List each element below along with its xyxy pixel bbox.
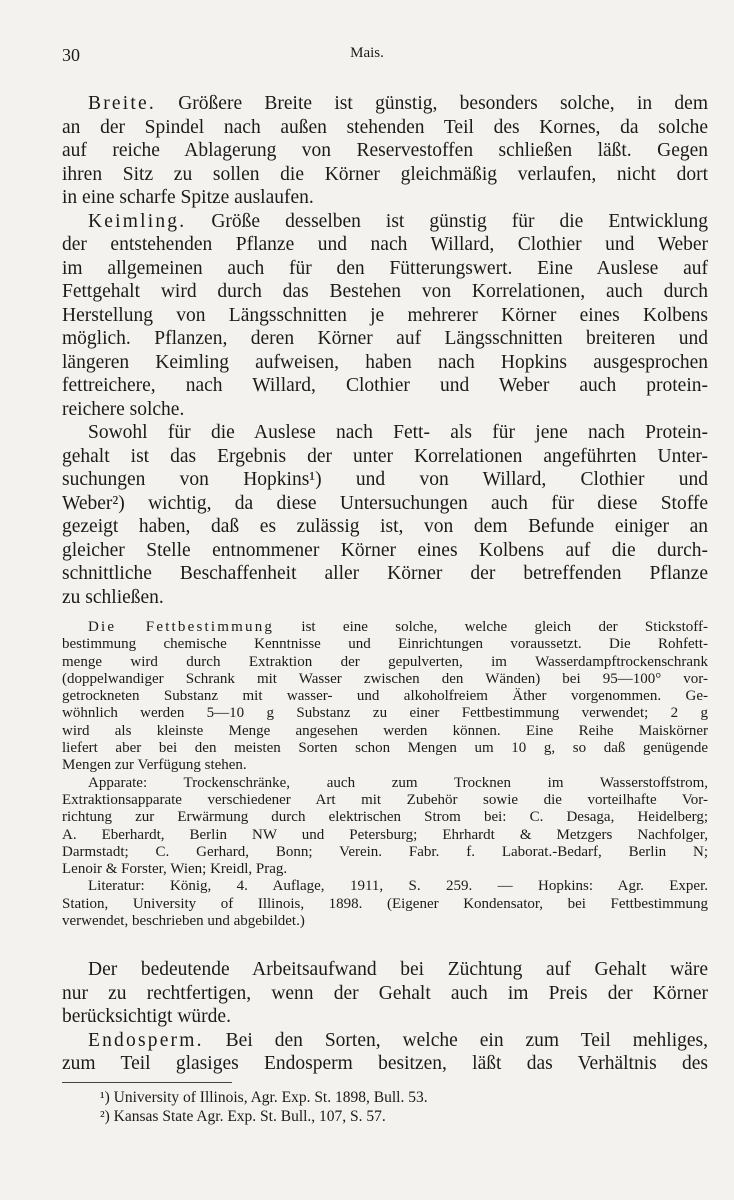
line-text: möglich. Pflanzen, deren Körner auf Längsschnitten breiteren und (62, 328, 708, 349)
text-line (62, 896, 708, 913)
line-text: bestimmung chemische Kenntnisse und Einrichtungen voraussetzt. Die Rohfett- (62, 636, 708, 653)
line-text: Herstellung von Längsschnitten je mehrerer Körner eines Kolbens (62, 304, 708, 326)
line-text: schnittliche Beschaffenheit aller Körner der betreffenden Pflanze (62, 563, 708, 584)
text-block (62, 92, 708, 609)
line-text: verwendet, beschrieben und abgebildet.) (62, 913, 305, 930)
line-text: reichere solche. (62, 398, 185, 420)
text-line (62, 210, 708, 234)
text-line (62, 1005, 708, 1029)
text-line (62, 740, 708, 757)
line-text: Mengen zur Verfügung stehen. (62, 757, 247, 774)
text-line (62, 757, 708, 774)
line-text: längeren Keimling aufweisen, haben nach Hopkins ausgesprochen (62, 351, 708, 373)
text-line (62, 280, 708, 304)
line-text: liefert aber bei den meisten Sorten schon Mengen um 10 g, so daß genügende (62, 740, 708, 757)
text-line (62, 186, 708, 210)
page-number: 30 (62, 45, 80, 65)
text-line (62, 827, 708, 844)
text-line (62, 705, 708, 722)
text-line (62, 116, 708, 140)
text-line (62, 163, 708, 187)
line-text: getrockneten Substanz mit wasser- und alkoholfreiem Äther vorgenommen. Ge- (62, 688, 708, 705)
text-line (62, 982, 708, 1006)
spaced-heading: Keimling. (88, 210, 187, 232)
text-line (62, 619, 708, 636)
line-text: Extraktionsapparate verschiedener Art mit Zubehör sowie die vorteilhafte Vor- (62, 791, 708, 808)
line-text: Größere Breite ist günstig, besonders solche, in dem (155, 93, 708, 114)
line-text: Apparate: Trockenschränke, auch zum Trocknen im Wasserstoffstrom, (88, 774, 708, 791)
text-line (62, 515, 708, 539)
spaced-heading: Die Fettbestimmung (88, 619, 275, 635)
text-line (62, 861, 708, 878)
line-text: richtung zur Erwärmung durch elektrischen Strom bei: C. Desaga, Heidelberg; (62, 809, 708, 826)
text-line (62, 958, 708, 982)
text-line (62, 257, 708, 281)
footnote-rule (62, 1082, 232, 1083)
line-text: berücksichtigt würde. (62, 1006, 231, 1027)
line-text: Der bedeutende Arbeitsaufwand bei Züchtung auf Gehalt wäre (88, 959, 708, 980)
text-line (62, 468, 708, 492)
line-text: ist eine solche, welche gleich der Stickstoff- (274, 619, 708, 635)
line-text: auf reiche Ablagerung von Reservestoffen schließen läßt. Gegen (62, 140, 708, 161)
text-line (62, 775, 708, 792)
line-text: wird als kleinste Menge angesehen werden können. Eine Reihe Maiskörner (62, 722, 708, 739)
line-text: Lenoir & Forster, Wien; Kreidl, Prag. (62, 861, 288, 878)
text-line (62, 913, 708, 930)
text-line (62, 562, 708, 586)
footnote: ²) Kansas State Agr. Exp. St. Bull., 107, S. 57. (100, 1108, 386, 1125)
note-block (62, 619, 708, 930)
line-text: in eine scharfe Spitze auslaufen. (62, 187, 314, 208)
line-text: wöhnlich werden 5—10 g Substanz zu einer Fettbestimmung verwendet; 2 g (62, 705, 708, 722)
text-line (62, 792, 708, 809)
text-line (62, 421, 708, 445)
text-line (62, 92, 708, 116)
line-text: (doppelwandiger Schrank mit Wasser zwischen den Wänden) bei 95—100° vor- (62, 670, 708, 687)
text-line (62, 844, 708, 861)
line-text: A. Eberhardt, Berlin NW und Petersburg; Ehrhardt & Metzgers Nachfolger, (62, 826, 708, 843)
text-line (62, 654, 708, 671)
text-line (62, 671, 708, 688)
text-line (62, 445, 708, 469)
line-text: Bei den Sorten, welche ein zum Teil mehliges, (203, 1029, 708, 1051)
text-line (62, 398, 708, 422)
footnote: ¹) University of Illinois, Agr. Exp. St. 1898, Bull. 53. (100, 1089, 428, 1106)
line-text: fettreichere, nach Willard, Clothier und Weber auch protein- (62, 375, 708, 396)
line-text: im allgemeinen auch für den Fütterungswert. Eine Auslese auf (62, 257, 708, 279)
text-line (62, 1029, 708, 1053)
text-block (62, 958, 708, 1076)
text-line (62, 809, 708, 826)
text-line (62, 233, 708, 257)
line-text: Größe desselben ist günstig für die Entwicklung (186, 210, 708, 232)
line-text: ihren Sitz zu sollen die Körner gleichmäßig verlaufen, nicht dort (62, 163, 708, 185)
text-line (62, 139, 708, 163)
line-text: gezeigt haben, daß es zulässig ist, von dem Befunde einiger an (62, 516, 708, 537)
line-text: zu schließen. (62, 586, 164, 608)
text-line (62, 351, 708, 375)
text-line (62, 688, 708, 705)
text-line (62, 327, 708, 351)
line-text: der entstehenden Pflanze und nach Willard, Clothier und Weber (62, 234, 708, 255)
line-text: Darmstadt; C. Gerhard, Bonn; Verein. Fabr. f. Laborat.-Bedarf, Berlin N; (62, 843, 708, 860)
text-line (62, 374, 708, 398)
line-text: Literatur: König, 4. Auflage, 1911, S. 259. — Hopkins: Agr. Exper. (88, 878, 708, 895)
text-line (62, 723, 708, 740)
text-line (62, 1052, 708, 1076)
line-text: an der Spindel nach außen stehenden Teil des Kornes, da solche (62, 116, 708, 138)
running-title: Mais. (350, 45, 384, 61)
line-text: Sowohl für die Auslese nach Fett- als für jene nach Protein- (88, 422, 708, 443)
line-text: nur zu rechtfertigen, wenn der Gehalt auch im Preis der Körner (62, 982, 708, 1004)
text-line (62, 586, 708, 610)
line-text: zum Teil glasiges Endosperm besitzen, läßt das Verhältnis des (62, 1053, 708, 1074)
line-text: Weber²) wichtig, da diese Untersuchungen auch für diese Stoffe (62, 492, 708, 514)
spaced-heading: Breite. (88, 93, 156, 114)
text-line (62, 492, 708, 516)
line-text: Fettgehalt wird durch das Bestehen von Korrelationen, auch durch (62, 281, 708, 302)
text-line (62, 539, 708, 563)
text-line (62, 304, 708, 328)
line-text: Station, University of Illinois, 1898. (Eigener Kondensator, bei Fettbestimmung (62, 895, 708, 912)
text-line (62, 636, 708, 653)
spaced-heading: Endosperm. (88, 1029, 204, 1051)
line-text: menge wird durch Extraktion der gepulverten, im Wasserdampftrockenschrank (62, 653, 708, 670)
line-text: suchungen von Hopkins¹) und von Willard, Clothier und (62, 469, 708, 490)
text-line (62, 878, 708, 895)
line-text: gehalt ist das Ergebnis der unter Korrelationen angeführten Unter- (62, 445, 708, 467)
line-text: gleicher Stelle entnommener Körner eines Kolbens auf die durch- (62, 539, 708, 561)
